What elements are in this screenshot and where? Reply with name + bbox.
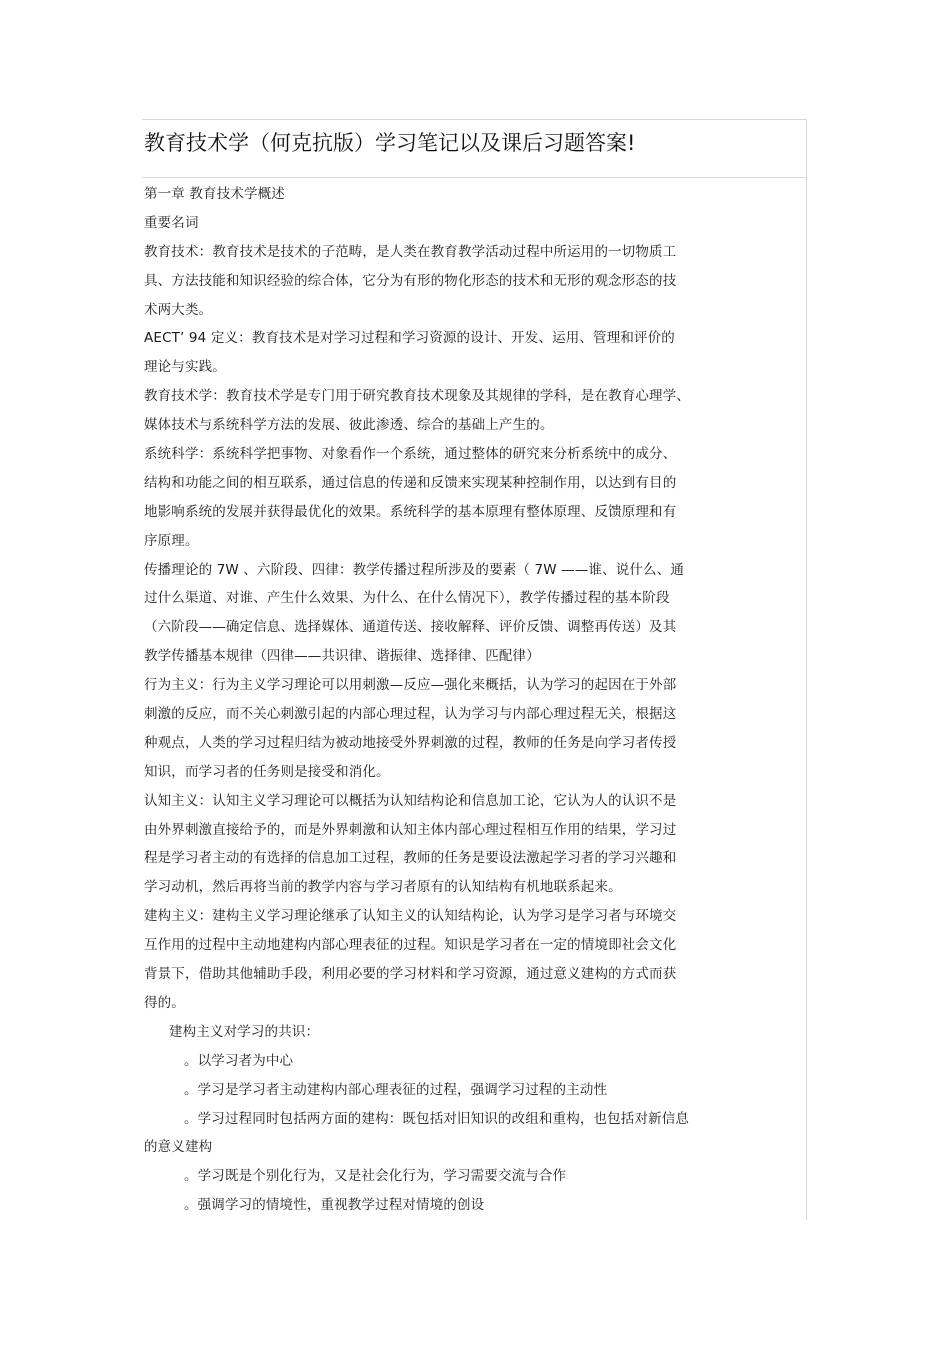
list-item: 。以学习者为中心 [184,1052,294,1069]
text-line: 建构主义：建构主义学习理论继承了认知主义的认知结构论，认为学习是学习者与环境交 [144,908,677,925]
text-line: 刺激的反应，而不关心刺激引起的内部心理过程，认为学习与内部心理过程无关，根据这 [144,706,677,723]
text-line: 具、方法技能和知识经验的综合体，它分为有形的物化形态的技术和无形的观念形态的技 [144,272,677,289]
text-line: 认知主义：认知主义学习理论可以概括为认知结构论和信息加工论，它认为人的认识不是 [144,792,677,809]
text-line: 程是学习者主动的有选择的信息加工过程，教师的任务是要设法激起学习者的学习兴趣和 [144,850,677,867]
list-item: 。强调学习的情境性，重视教学过程对情境的创设 [184,1197,485,1214]
list-item: 。学习既是个别化行为，又是社会化行为，学习需要交流与合作 [184,1168,567,1185]
text-line: 种观点，人类的学习过程归结为被动地接受外界刺激的过程，教师的任务是向学习者传授 [144,734,677,751]
text-line: 媒体技术与系统科学方法的发展、彼此渗透、综合的基础上产生的。 [144,417,554,434]
consensus-heading: 建构主义对学习的共识： [169,1023,320,1040]
text-line: 序原理。 [144,532,199,549]
list-item: 。学习是学习者主动建构内部心理表征的过程，强调学习过程的主动性 [184,1081,608,1098]
text-line: 行为主义：行为主义学习理论可以用刺激—反应—强化来概括，认为学习的起因在于外部 [144,677,677,694]
title-divider [142,177,807,178]
text-line: 学习动机，然后再将当前的教学内容与学习者原有的认知结构有机地联系起来。 [144,879,622,896]
text-line: 背景下，借助其他辅助手段，利用必要的学习材料和学习资源，通过意义建构的方式而获 [144,966,677,983]
text-line: 地影响系统的发展并获得最优化的效果。系统科学的基本原理有整体原理、反馈原理和有 [144,503,677,520]
text-line: AECT’ 94 定义：教育技术是对学习过程和学习资源的设计、开发、运用、管理和评价的 [144,330,675,347]
text-line: 知识，而学习者的任务则是接受和消化。 [144,763,390,780]
text-line: 教育技术：教育技术是技术的子范畴，是人类在教育教学活动过程中所运用的一切物质工 [144,243,677,260]
text-line: 教学传播基本规律（四律——共识律、谐振律、选择律、匹配律） [144,648,540,665]
text-line: 教育技术学：教育技术学是专门用于研究教育技术现象及其规律的学科，是在教育心理学、 [144,388,690,405]
section-heading: 重要名词 [144,214,199,231]
list-item-continuation: 的意义建构 [144,1139,213,1156]
chapter-heading: 第一章 教育技术学概述 [144,186,285,202]
document-body [144,180,784,1220]
text-line: 得的。 [144,994,185,1011]
text-line: 结构和功能之间的相互联系，通过信息的传递和反馈来实现某种控制作用，以达到有目的 [144,474,677,491]
text-line: 术两大类。 [144,301,213,318]
text-line: 由外界刺激直接给予的，而是外界刺激和认知主体内部心理过程相互作用的结果，学习过 [144,821,677,838]
text-line: 系统科学：系统科学把事物、对象看作一个系统，通过整体的研究来分析系统中的成分、 [144,446,677,463]
text-line: 传播理论的 7W 、六阶段、四律：教学传播过程所涉及的要素（ 7W ——谁、说什么、通 [144,561,684,578]
list-item: 。学习过程同时包括两方面的建构：既包括对旧知识的改组和重构，也包括对新信息 [184,1110,690,1127]
document-title: 教育技术学（何克抗版）学习笔记以及课后习题答案! [144,131,636,155]
text-line: 理论与实践。 [144,359,226,376]
text-line: 互作用的过程中主动地建构内部心理表征的过程。知识是学习者在一定的情境即社会文化 [144,937,677,954]
text-line: （六阶段——确定信息、选择媒体、通道传送、接收解释、评价反馈、调整再传送）及其 [144,619,677,636]
text-line: 过什么渠道、对谁、产生什么效果、为什么、在什么情况下），教学传播过程的基本阶段 [144,590,670,607]
